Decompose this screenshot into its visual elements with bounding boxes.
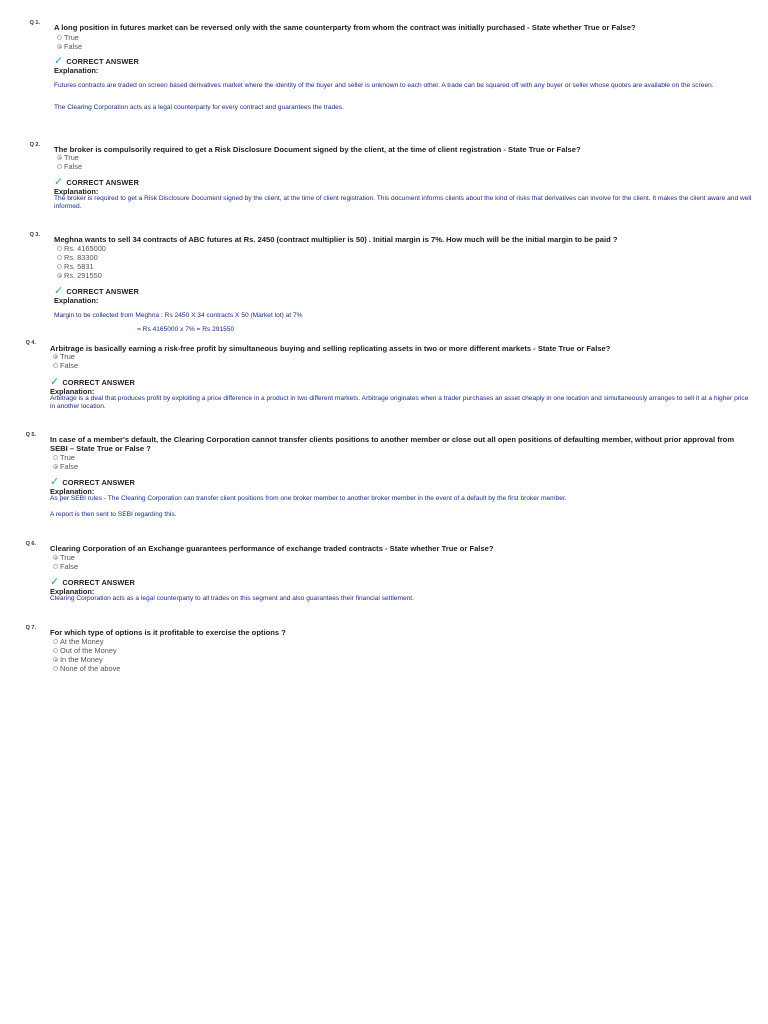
option-row[interactable] bbox=[57, 271, 106, 280]
explanation-label: Explanation: bbox=[54, 187, 99, 196]
option-label: True bbox=[60, 352, 75, 361]
option-row[interactable] bbox=[57, 42, 82, 51]
option-label: False bbox=[60, 361, 79, 370]
explanation-text: Futures contracts are traded on screen based derivatives market where the identity of the buyer and seller is unknown to each other. A trade can be squared off with any buyer or seller whose quotes are available on the screen. bbox=[54, 82, 714, 89]
option-row[interactable] bbox=[53, 655, 120, 664]
radio-button[interactable] bbox=[53, 639, 58, 644]
option-row[interactable] bbox=[53, 637, 120, 646]
options-group bbox=[57, 33, 82, 51]
explanation-text: Clearing Corporation acts as a legal counterparty to all trades on this segment and also guarantees their financial settlement. bbox=[50, 595, 414, 602]
option-row[interactable] bbox=[53, 453, 78, 462]
radio-button[interactable] bbox=[53, 564, 58, 569]
option-row[interactable] bbox=[53, 562, 78, 571]
option-row[interactable] bbox=[53, 361, 78, 370]
radio-button[interactable] bbox=[53, 555, 58, 560]
question-number: Q 1. bbox=[29, 20, 40, 26]
correct-answer-badge: ✓ CORRECT ANSWER bbox=[54, 55, 139, 67]
explanation-text: As per SEBI rules - The Clearing Corporation can transfer client positions from one broker member to another broker member in the event of a default by the first broker member. bbox=[50, 495, 567, 502]
explanation-label: Explanation: bbox=[50, 487, 95, 496]
radio-button[interactable] bbox=[53, 657, 58, 662]
radio-button[interactable] bbox=[53, 648, 58, 653]
option-row[interactable] bbox=[53, 352, 78, 361]
option-label: False bbox=[64, 42, 83, 51]
question-number: Q 2. bbox=[29, 142, 40, 148]
question-number: Q 3. bbox=[29, 232, 40, 238]
radio-button[interactable] bbox=[53, 363, 58, 368]
option-label: At the Money bbox=[60, 637, 104, 646]
checkmark-icon: ✓ bbox=[50, 376, 60, 388]
radio-button[interactable] bbox=[53, 666, 58, 671]
options-group bbox=[53, 453, 78, 471]
radio-button[interactable] bbox=[57, 246, 62, 251]
explanation-text: = Rs 4165000 x 7% = Rs 291550 bbox=[137, 326, 235, 333]
option-label: True bbox=[60, 553, 75, 562]
correct-answer-badge: ✓ CORRECT ANSWER bbox=[50, 576, 135, 588]
checkmark-icon: ✓ bbox=[54, 55, 64, 67]
question-number: Q 6. bbox=[25, 541, 36, 547]
explanation-label: Explanation: bbox=[54, 66, 99, 75]
radio-button[interactable] bbox=[57, 164, 62, 169]
option-row[interactable] bbox=[57, 153, 82, 162]
correct-answer-badge: ✓ CORRECT ANSWER bbox=[54, 176, 139, 188]
radio-button[interactable] bbox=[57, 155, 62, 160]
radio-button[interactable] bbox=[57, 264, 62, 269]
options-group bbox=[53, 637, 120, 673]
option-label: True bbox=[60, 453, 75, 462]
correct-answer-badge: ✓ CORRECT ANSWER bbox=[50, 476, 135, 488]
option-label: False bbox=[60, 462, 79, 471]
option-label: Rs. 291550 bbox=[64, 271, 102, 280]
option-row[interactable] bbox=[57, 162, 82, 171]
question-text: The broker is compulsorily required to get a Risk Disclosure Document signed by the client, at the time of client registration - State True or False? bbox=[54, 145, 581, 154]
option-label: False bbox=[64, 162, 83, 171]
checkmark-icon: ✓ bbox=[50, 476, 60, 488]
options-group bbox=[53, 553, 78, 571]
correct-answer-badge: ✓ CORRECT ANSWER bbox=[50, 376, 135, 388]
radio-button[interactable] bbox=[57, 273, 62, 278]
explanation-label: Explanation: bbox=[54, 296, 99, 305]
explanation-text: The broker is required to get a Risk Disclosure Document signed by the client, at the time of client registration. This document informs clients about the kind of risks that derivatives can involve for the client. It makes the client aware and well informed. bbox=[54, 195, 752, 210]
question-text: Clearing Corporation of an Exchange guarantees performance of exchange traded contracts - State whether True or False? bbox=[50, 544, 494, 553]
options-group bbox=[57, 153, 82, 171]
question-text: Arbitrage is basically earning a risk-free profit by simultaneous buying and selling replicating assets in two or more different markets - State True or False? bbox=[50, 344, 611, 353]
option-row[interactable] bbox=[53, 553, 78, 562]
question-text: In case of a member's default, the Clearing Corporation cannot transfer clients positions to another member or close out all open positions of defaulting member, without prior approval from SEBI – State True or False ? bbox=[50, 435, 735, 453]
explanation-text: Margin to be collected from Meghna : Rs 2450 X 34 contracts X 50 (Market lot) at 7% bbox=[54, 312, 303, 319]
option-row[interactable] bbox=[57, 244, 106, 253]
explanation-text: Arbitrage is a deal that produces profit by exploiting a price difference in a product in two different markets. Arbitrage originates when a trader purchases an asset cheaply in one location and simultaneously arranges to sell it at a higher price in another location. bbox=[50, 395, 749, 410]
radio-button[interactable] bbox=[53, 464, 58, 469]
question-text: Meghna wants to sell 34 contracts of ABC futures at Rs. 2450 (contract multiplier is 50) . Initial margin is 7%. How much will be the initial margin to be paid ? bbox=[54, 235, 618, 244]
radio-button[interactable] bbox=[57, 44, 62, 49]
correct-answer-badge: ✓ CORRECT ANSWER bbox=[54, 285, 139, 297]
question-number: Q 4. bbox=[25, 340, 36, 346]
question-number: Q 5. bbox=[25, 432, 36, 438]
checkmark-icon: ✓ bbox=[50, 576, 60, 588]
options-group bbox=[57, 244, 106, 280]
option-label: Rs. 83300 bbox=[64, 253, 98, 262]
option-label: True bbox=[64, 153, 79, 162]
option-label: True bbox=[64, 33, 79, 42]
radio-button[interactable] bbox=[53, 455, 58, 460]
option-label: In the Money bbox=[60, 655, 103, 664]
option-label: Out of the Money bbox=[60, 646, 117, 655]
question-number: Q 7. bbox=[25, 625, 36, 631]
explanation-label: Explanation: bbox=[50, 387, 95, 396]
option-row[interactable] bbox=[53, 646, 120, 655]
option-label: Rs. 5831 bbox=[64, 262, 94, 271]
radio-button[interactable] bbox=[57, 255, 62, 260]
radio-button[interactable] bbox=[53, 354, 58, 359]
question-text: A long position in futures market can be reversed only with the same counterparty from whom the contract was initially purchased - State whether True or False? bbox=[54, 23, 636, 32]
option-label: Rs. 4165000 bbox=[64, 244, 106, 253]
option-row[interactable] bbox=[57, 33, 82, 42]
option-label: False bbox=[60, 562, 79, 571]
question-text: For which type of options is it profitable to exercise the options ? bbox=[50, 628, 286, 637]
explanation-text: A report is then sent to SEBI regarding this. bbox=[50, 511, 177, 518]
option-row[interactable] bbox=[57, 253, 106, 262]
option-row[interactable] bbox=[53, 664, 120, 673]
radio-button[interactable] bbox=[57, 35, 62, 40]
options-group bbox=[53, 352, 78, 370]
explanation-text: The Clearing Corporation acts as a legal counterparty for every contract and guarantees the trades. bbox=[54, 104, 344, 111]
option-row[interactable] bbox=[57, 262, 106, 271]
option-row[interactable] bbox=[53, 462, 78, 471]
checkmark-icon: ✓ bbox=[54, 285, 64, 297]
explanation-label: Explanation: bbox=[50, 587, 95, 596]
option-label: None of the above bbox=[60, 664, 121, 673]
checkmark-icon: ✓ bbox=[54, 176, 64, 188]
